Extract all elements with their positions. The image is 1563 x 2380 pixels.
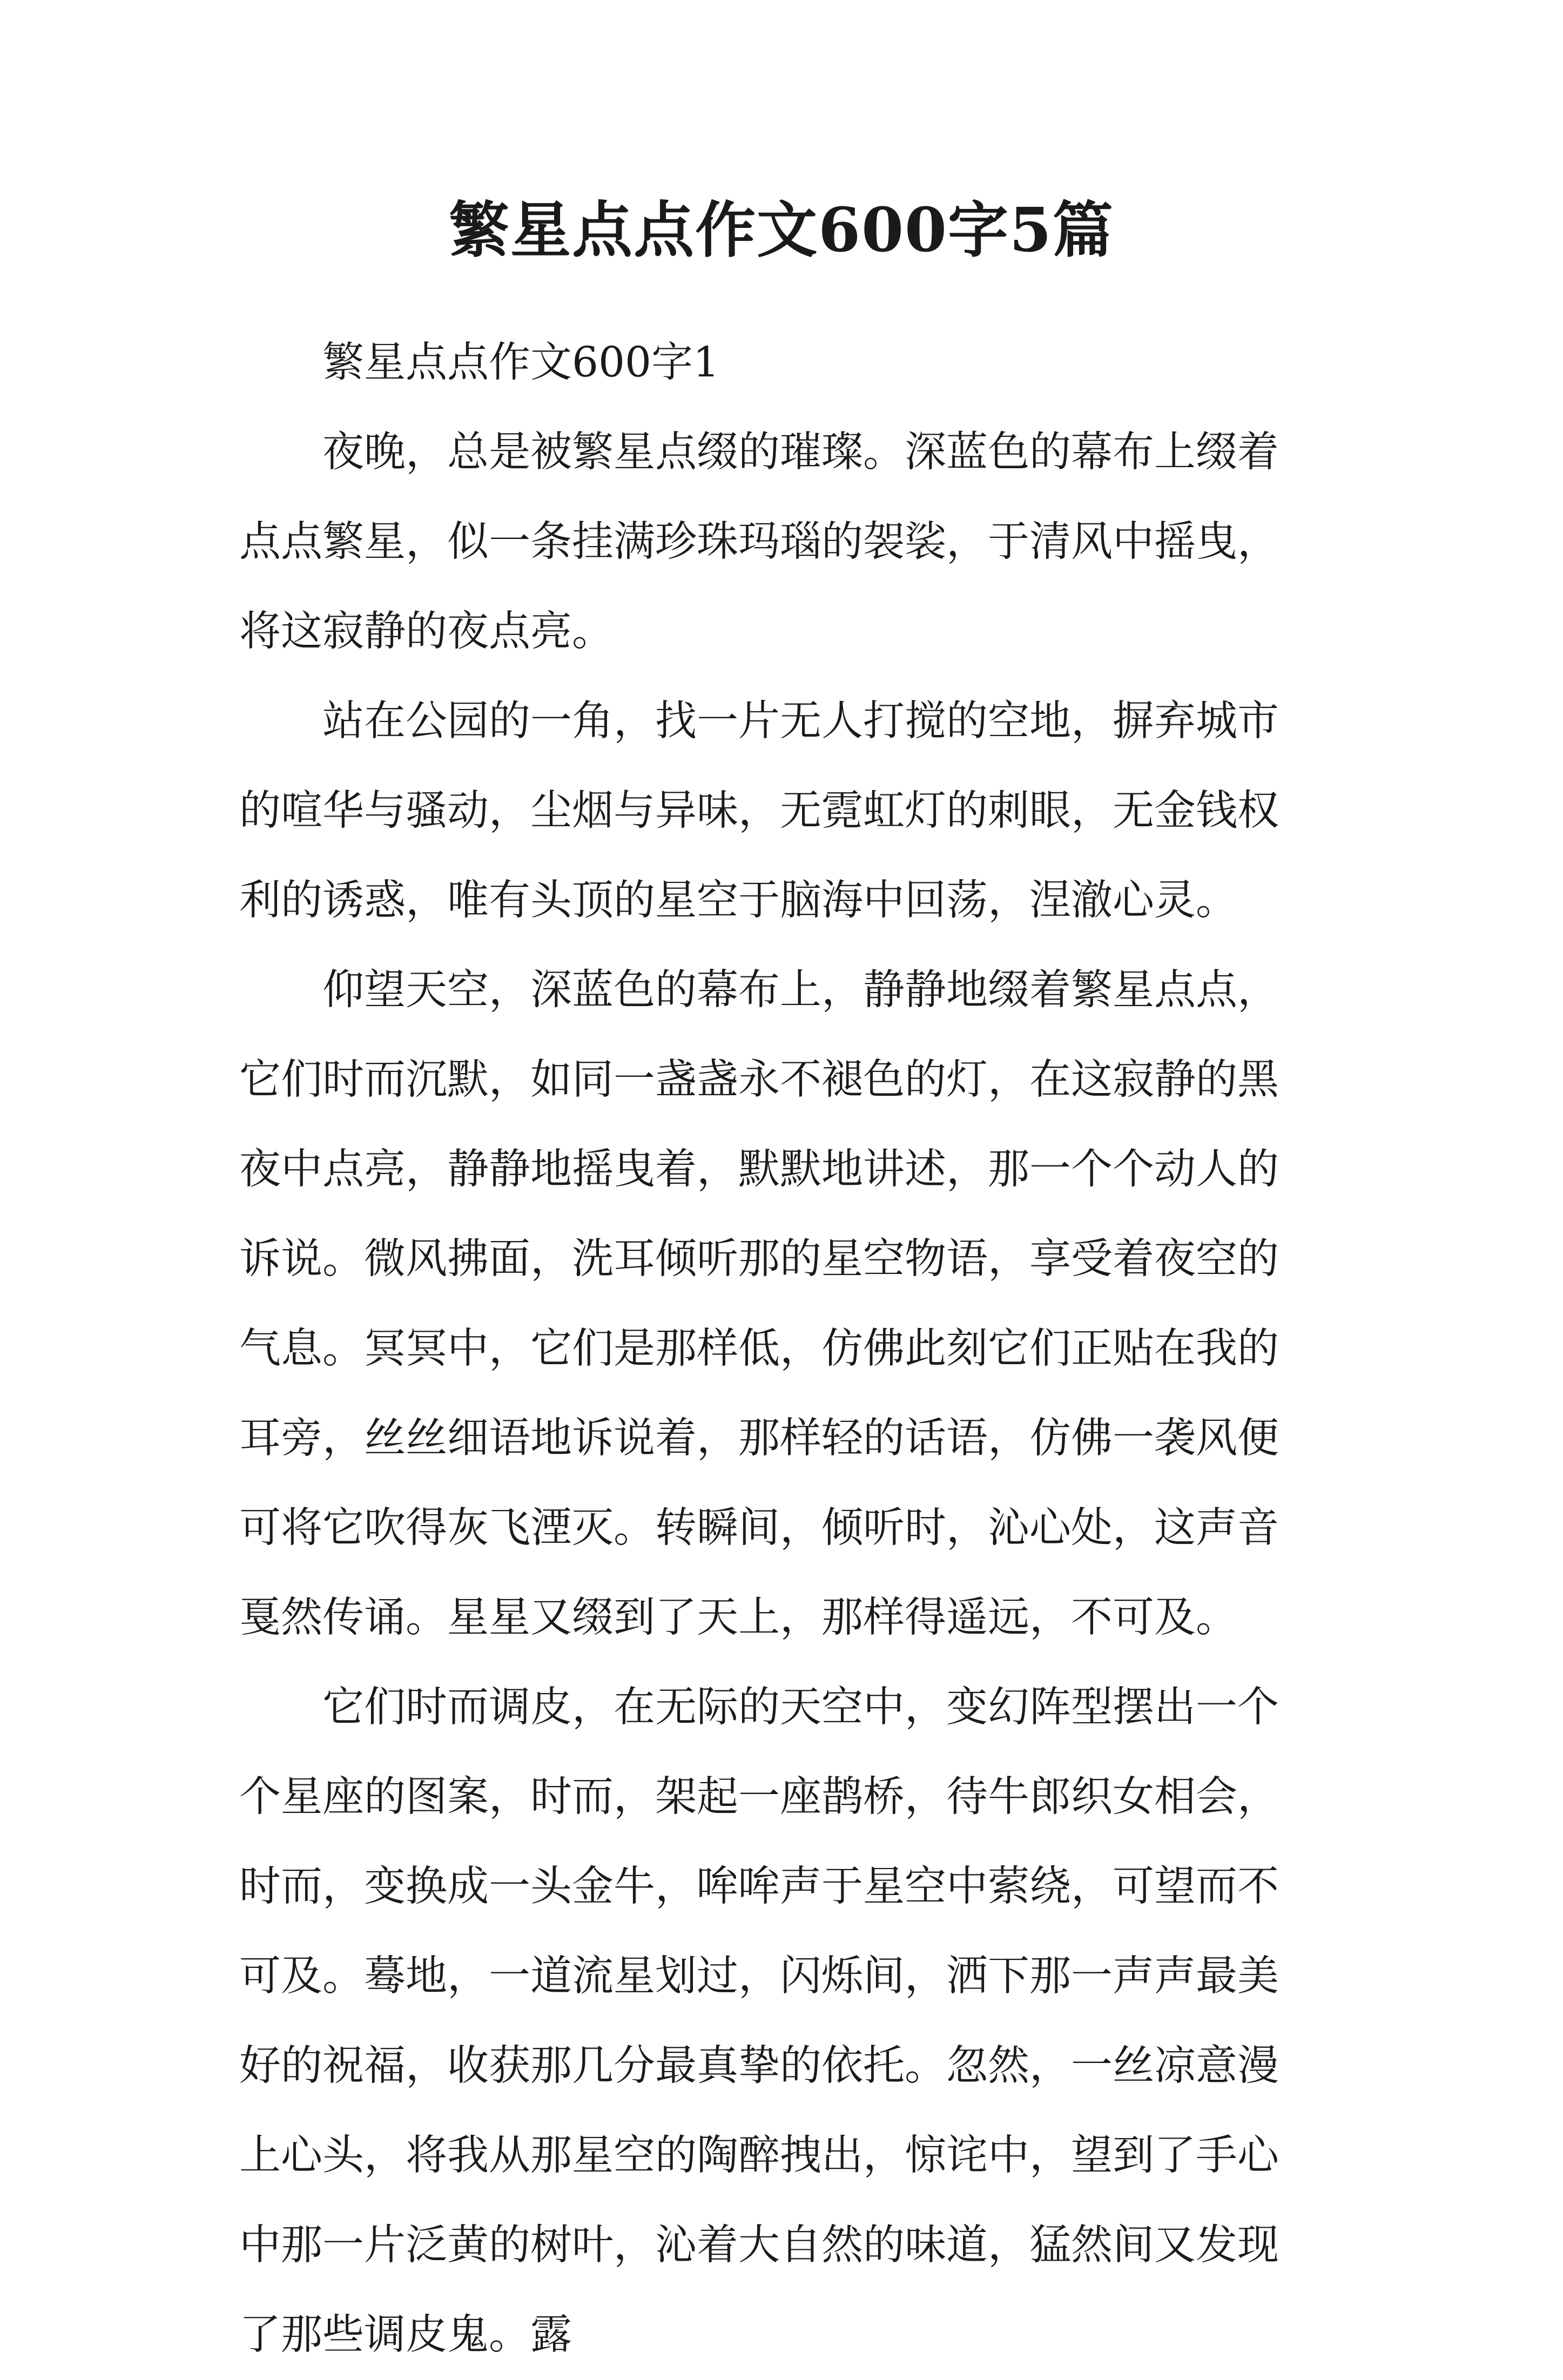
essay-heading: 繁星点点作文600字1 [322, 339, 719, 387]
paragraph-4: 它们时而调皮，在无际的天空中，变幻阵型摆出一个个星座的图案，时而，架起一座鹊桥，待牛郎织女相会，时而，变换成一头金牛，哞哞声于星空中萦绕，可望而不可及。蓦地，一道流星划过，闪烁间，洒下那一声声最美好的祝福，收获那几分最真挚的依托。忽然，一丝凉意漫上心头，将我从那星空的陶醉拽出，惊诧中，望到了手心中那一片泛黄的树叶，沁着大自然的味道，猛然间又发现了那些调皮鬼。露 [239, 1683, 1279, 2359]
paragraph-2: 站在公园的一角，找一片无人打搅的空地，摒弃城市的喧华与骚动，尘烟与异味，无霓虹灯的刺眼，无金钱权利的诱惑，唯有头顶的星空于脑海中回荡，涅澈心灵。 [239, 697, 1279, 925]
document-title: 繁星点点作文600字5篇 [449, 195, 1114, 266]
paragraph-1: 夜晚，总是被繁星点缀的璀璨。深蓝色的幕布上缀着点点繁星，似一条挂满珍珠玛瑙的袈裟，于清风中摇曳，将这寂静的夜点亮。 [239, 428, 1279, 656]
document-body [239, 318, 1319, 2380]
paragraph-3: 仰望天空，深蓝色的幕布上，静静地缀着繁星点点，它们时而沉默，如同一盏盏永不褪色的灯，在这寂静的黑夜中点亮，静静地摇曳着，默默地讲述，那一个个动人的诉说。微风拂面，洗耳倾听那的星空物语，享受着夜空的气息。冥冥中，它们是那样低，仿佛此刻它们正贴在我的耳旁，丝丝细语地诉说着，那样轻的话语，仿佛一袭风便可将它吹得灰飞湮灭。转瞬间，倾听时，沁心处，这声音戛然传诵。星星又缀到了天上，那样得遥远，不可及。 [239, 966, 1279, 1642]
